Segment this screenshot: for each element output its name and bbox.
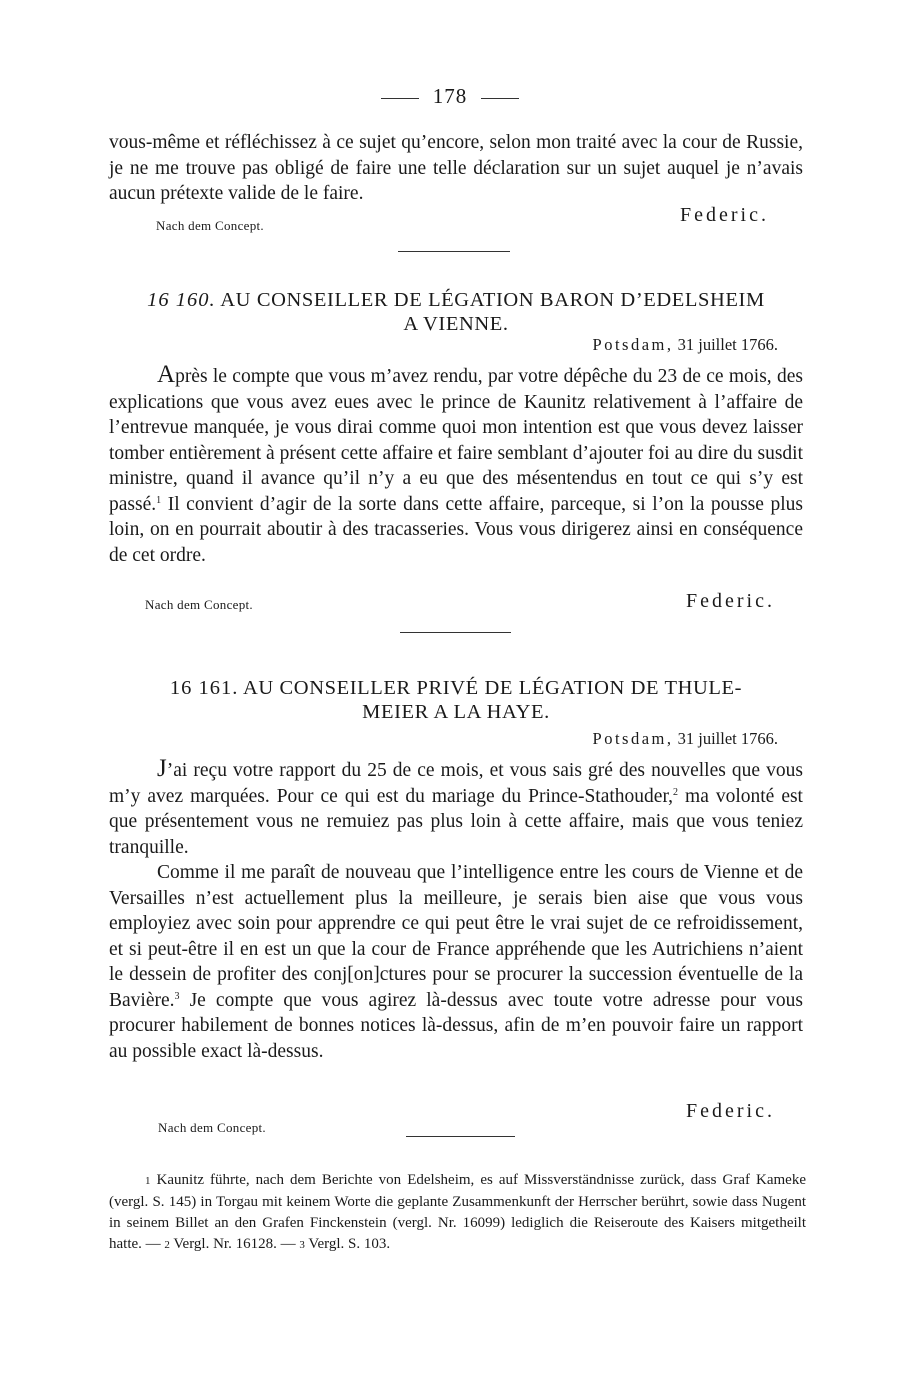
footnote-number-3: 3 [299,1239,305,1251]
letter-title-line1: AU CONSEILLER DE LÉGATION BARON D’EDELSHEIM [220,289,765,311]
intro-text [109,130,803,207]
section-divider [400,632,511,633]
footnote-paragraph [109,1170,806,1256]
footnote-number-2: 2 [164,1239,170,1251]
footnote-1-text: Kaunitz führte, nach dem Berichte von Edelsheim, es auf Missverständnisse zurück, dass Graf Kameke (vergl. S. 145) in Torgau mit keinem Worte die geplante Zusammenkunft der Herrscher berührt, sowie dass Nugent in seinem Billet an den Grafen Finckenstein (vergl. Nr. 16099) lediglich die Reiseroute des Kaisers mitgetheilt hatte. — [109,1172,806,1252]
letter-16160-title [109,288,803,336]
header-dash-right [481,98,519,99]
letter-number: 16 161. [169,677,239,699]
footnote-divider [406,1136,515,1137]
footnote-2-text: Vergl. Nr. 16128. — [169,1236,300,1252]
letter-title-line2: MEIER A LA HAYE. [362,701,550,723]
date: 31 juillet 1766. [677,335,778,354]
page-number: 178 [432,84,468,108]
letter-16160-body [109,362,803,568]
letter-16160-source: Nach dem Concept. [145,597,253,612]
intro-source: Nach dem Concept. [156,218,264,233]
letter-16161-body [109,756,803,1064]
letter-16161-signature: Federic. [686,1100,775,1122]
footnote-ref-2: 2 [673,786,679,798]
initial-letter: A [157,361,176,388]
letter-number: 16 160. [147,289,216,311]
footnote-number-1: 1 [145,1175,151,1187]
letter-16161-source: Nach dem Concept. [158,1120,266,1135]
footnote-3-text: Vergl. S. 103. [304,1236,391,1252]
letter-16160-dateline [593,335,778,355]
footnote-ref-1: 1 [156,494,162,506]
letter-title-line1: AU CONSEILLER PRIVÉ DE LÉGATION DE THULE- [243,677,743,699]
letter-title-line2: A VIENNE. [403,313,509,335]
intro-signature: Federic. [680,204,769,226]
footnote-ref-3: 3 [174,990,180,1002]
date-place: Potsdam, [592,335,674,354]
initial-letter: J [157,755,167,782]
date: 31 juillet 1766. [677,729,778,748]
letter-16161-paragraph-1: J’ai reçu votre rapport du 25 de ce mois, et vous sais gré des nouvelles que vous m’y avez marquées. Pour ce qui est du mariage du Prince-Stathouder,$^2$ ma volonté est que présentement vous ne remuiez pas plus loin à cette affaire, mais que vous teniez tranquille. [109,755,803,858]
letter-16161-dateline [593,729,778,749]
section-divider [398,251,510,252]
letter-16160-signature: Federic. [686,590,775,612]
letter-16161-title [109,676,803,724]
letter-16160-paragraph: Après le compte que vous m’avez rendu, par votre dépêche du 23 de ce mois, des explications que vous avez eues avec le prince de Kaunitz relativement à l’affaire de l’entrevue manquée, je vous dirai comme quoi mon intention est que vous devez laisser tomber entièrement à présent cette affaire et faire semblant d’ajouter foi au dire du susdit ministre, quand il avance qu’il n’y a eu que des mésentendus en tout ce qui s’y est passé.$^1$ Il convient d’agir de la sorte dans cette affaire, parceque, si l’on la pousse plus loin, on en pourrait aboutir à des tracasseries. Vous vous dirigerez ainsi en conséquence de cet ordre. [109,361,803,566]
intro-paragraph: vous-même et réfléchissez à ce sujet qu’encore, selon mon traité avec la cour de Russie, je ne me trouve pas obligé de faire une telle déclaration sur un sujet auquel je n’avais aucun prétexte valide de le faire. [109,132,803,204]
page-header [0,84,900,109]
date-place: Potsdam, [592,729,674,748]
header-dash-left [381,98,419,99]
footnotes [109,1170,806,1256]
letter-16161-paragraph-2: Comme il me paraît de nouveau que l’intelligence entre les cours de Vienne et de Versailles n’est actuellement plus la meilleure, je serais bien aise que vous vous employiez avec soin pour apprendre ce qui peut être le vrai sujet de ce refroidissement, et si peut-être il en est un que la cour de France appréhende que les Autrichiens n’aient le dessein de profiter des conj[on]ctures pour se procurer la succession éventuelle de la Bavière.$^3$ Je compte que vous agirez là-dessus avec toute votre adresse pour vous procurer habilement de bonnes notices là-dessus, afin de m’en pouvoir faire un rapport au possible exact là-dessus. [109,862,803,1062]
